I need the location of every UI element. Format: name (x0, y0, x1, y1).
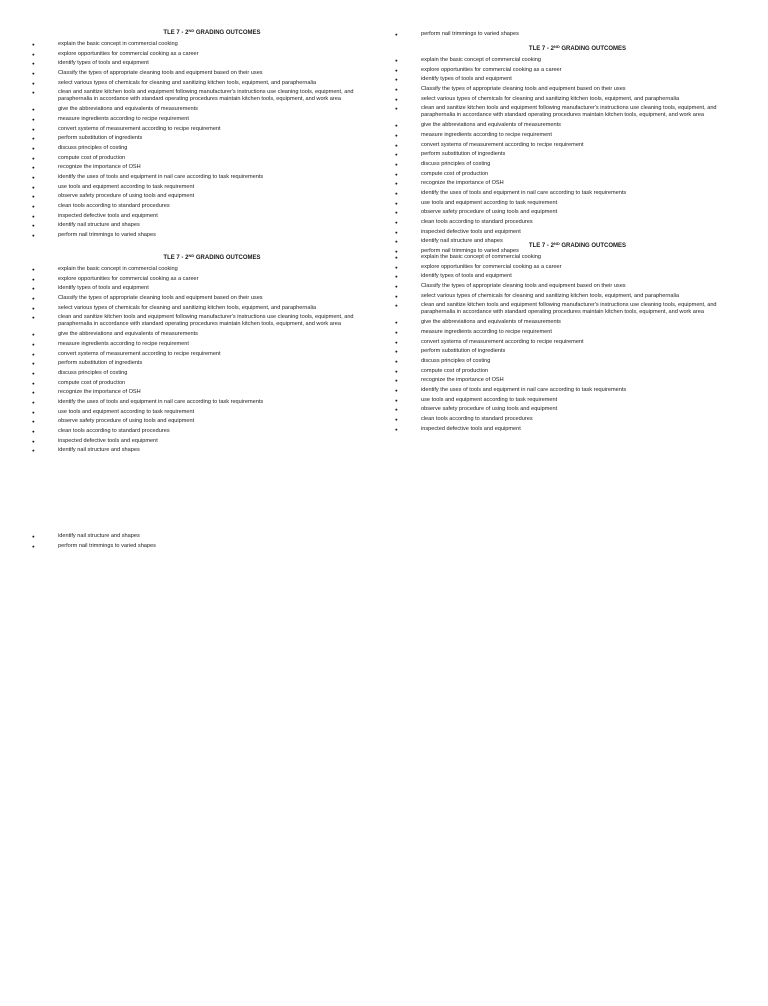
outcome-item: ● identify the uses of tools and equipment in nail care according to task requirements (395, 190, 740, 197)
outcome-item: ● use tools and equipment according to task requirement (32, 409, 372, 416)
outcome-item: ● perform substitution of ingredients (395, 151, 740, 158)
outcome-item: ● select various types of chemicals for cleaning and sanitizing kitchen tools, equipment, and paraphernalia (32, 305, 372, 312)
outcome-item: ● identify types of tools and equipment (32, 60, 372, 67)
outcome-item: ● give the abbreviations and equivalents of measurements (32, 331, 372, 338)
outcomes-section (32, 533, 372, 552)
outcome-item: ● identify nail structure and shapes (395, 238, 740, 245)
outcomes-section (395, 45, 740, 258)
title-superscript: ND (553, 44, 560, 49)
outcome-item: ● convert systems of measurement according to recipe requirement (395, 142, 740, 149)
outcome-item: ● recognize the importance of OSH (395, 377, 740, 384)
outcome-item: ● inspected defective tools and equipment (32, 438, 372, 445)
outcome-item: ● Classify the types of appropriate cleaning tools and equipment based on their uses (32, 295, 372, 302)
outcome-item: ● inspected defective tools and equipment (395, 229, 740, 236)
outcome-item: ● recognize the importance of OSH (32, 164, 372, 171)
outcome-item: ● identify the uses of tools and equipment in nail care according to task requirements (32, 399, 372, 406)
outcome-item: ● perform nail trimmings to varied shapes (395, 248, 740, 255)
outcome-item: ● clean and sanitize kitchen tools and equipment following manufacturer's instructions use cleaning tools, equipment, and paraphernalia in accordance with standard operating procedures maintain kitchen tools, equipment, and work area (395, 302, 740, 316)
outcome-item: ● Classify the types of appropriate cleaning tools and equipment based on their uses (395, 86, 740, 93)
outcome-item: ● perform nail trimmings to varied shapes (395, 31, 740, 38)
outcome-item: ● identify nail structure and shapes (32, 533, 372, 540)
outcome-item: ● explore opportunities for commercial cooking as a career (32, 276, 372, 283)
outcomes-section (32, 254, 372, 457)
outcome-item: ● use tools and equipment according to task requirement (32, 184, 372, 191)
outcome-item: ● recognize the importance of OSH (32, 389, 372, 396)
outcome-item: ● explain the basic concept of commercial cooking (395, 254, 740, 261)
outcome-item: ● perform substitution of ingredients (395, 348, 740, 355)
outcome-item: ● compute cost of production (32, 380, 372, 387)
outcome-item: ● give the abbreviations and equivalents of measurements (32, 106, 372, 113)
outcome-item: ● explore opportunities for commercial cooking as a career (32, 51, 372, 58)
outcomes-list (32, 266, 372, 454)
outcome-item: ● identify types of tools and equipment (395, 273, 740, 280)
outcome-item: ● use tools and equipment according to task requirement (395, 200, 740, 207)
outcome-item: ● inspected defective tools and equipment (32, 213, 372, 220)
outcome-item: ● perform nail trimmings to varied shapes (32, 232, 372, 239)
outcome-item: ● compute cost of production (395, 171, 740, 178)
outcome-item: ● convert systems of measurement according to recipe requirement (395, 339, 740, 346)
outcome-item: ● convert systems of measurement according to recipe requirement (32, 126, 372, 133)
outcomes-list (395, 57, 740, 255)
outcome-item: ● clean and sanitize kitchen tools and equipment following manufacturer's instructions use cleaning tools, equipment, and paraphernalia in accordance with standard operating procedures maintain kitchen tools, equipment, and work area (395, 105, 740, 119)
title-text: GRADING OUTCOMES (194, 30, 261, 36)
outcome-item: ● Classify the types of appropriate cleaning tools and equipment based on their uses (395, 283, 740, 290)
outcome-item: ● measure ingredients according to recipe requirement (32, 341, 372, 348)
outcome-item: ● explain the basic concept of commercial cooking (395, 57, 740, 64)
outcome-item: ● observe safety procedure of using tools and equipment (32, 418, 372, 425)
title-text: TLE 7 - 2 (163, 30, 189, 36)
section-title (395, 45, 740, 53)
outcome-item: ● Classify the types of appropriate cleaning tools and equipment based on their uses (32, 70, 372, 77)
outcome-item: ● identify the uses of tools and equipment in nail care according to task requirements (395, 387, 740, 394)
outcome-item: ● explore opportunities for commercial cooking as a career (395, 264, 740, 271)
outcomes-list (395, 31, 740, 38)
title-text: GRADING OUTCOMES (559, 243, 627, 249)
outcome-item: ● perform substitution of ingredients (32, 135, 372, 142)
outcome-item: ● clean and sanitize kitchen tools and equipment following manufacturer's instructions use cleaning tools, equipment, and paraphernalia in accordance with standard operating procedures maintain kitchen tools, equipment, and work area (32, 314, 372, 328)
outcome-item: ● select various types of chemicals for cleaning and sanitizing kitchen tools, equipment, and paraphernalia (395, 96, 740, 103)
outcome-item: ● use tools and equipment according to task requirement (395, 397, 740, 404)
section-title (32, 254, 372, 262)
outcome-item: ● clean tools according to standard procedures (395, 219, 740, 226)
outcome-item: ● perform substitution of ingredients (32, 360, 372, 367)
outcome-item: ● perform nail trimmings to varied shapes (32, 543, 372, 550)
outcome-item: ● clean and sanitize kitchen tools and equipment following manufacturer's instructions use cleaning tools, equipment, and paraphernalia in accordance with standard operating procedures maintain kitchen tools, equipment, and work area (32, 89, 372, 103)
title-superscript: ND (188, 28, 195, 33)
outcome-item: ● clean tools according to standard procedures (32, 428, 372, 435)
outcome-item: ● explain the basic concept in commercial cooking (32, 266, 372, 273)
outcome-item: ● measure ingredients according to recipe requirement (32, 116, 372, 123)
outcome-item: ● discuss principles of costing (395, 358, 740, 365)
outcome-item: ● discuss principles of costing (32, 145, 372, 152)
outcomes-section (395, 242, 740, 435)
title-text: TLE 7 - 2 (528, 243, 554, 249)
outcome-item: ● compute cost of production (395, 368, 740, 375)
outcome-item: ● observe safety procedure of using tools and equipment (395, 406, 740, 413)
outcome-item: ● measure ingredients according to recipe requirement (395, 132, 740, 139)
title-text: TLE 7 - 2 (163, 255, 189, 261)
outcomes-list (32, 533, 372, 550)
outcome-item: ● explore opportunities for commercial cooking as a career (395, 67, 740, 74)
outcome-item: ● inspected defective tools and equipment (395, 426, 740, 433)
outcome-item: ● recognize the importance of OSH (395, 180, 740, 187)
section-title (395, 242, 740, 250)
title-text: GRADING OUTCOMES (559, 46, 627, 52)
section-title (32, 29, 372, 37)
outcome-item: ● identify types of tools and equipment (32, 285, 372, 292)
outcome-item: ● observe safety procedure of using tools and equipment (395, 209, 740, 216)
outcomes-list (395, 254, 740, 433)
outcome-item: ● measure ingredients according to recipe requirement (395, 329, 740, 336)
outcome-item: ● give the abbreviations and equivalents of measurements (395, 122, 740, 129)
outcome-item: ● convert systems of measurement according to recipe requirement (32, 351, 372, 358)
title-text: TLE 7 - 2 (528, 46, 554, 52)
outcome-item: ● identify nail structure and shapes (32, 447, 372, 454)
outcome-item: ● discuss principles of costing (32, 370, 372, 377)
title-superscript: ND (553, 241, 560, 246)
outcome-item: ● identify nail structure and shapes (32, 222, 372, 229)
outcome-item: ● discuss principles of costing (395, 161, 740, 168)
outcome-item: ● clean tools according to standard procedures (395, 416, 740, 423)
outcome-item: ● explain the basic concept in commercial cooking (32, 41, 372, 48)
outcome-item: ● select various types of chemicals for cleaning and sanitizing kitchen tools, equipment, and paraphernalia (395, 293, 740, 300)
outcome-item: ● give the abbreviations and equivalents of measurements (395, 319, 740, 326)
outcome-item: ● identify types of tools and equipment (395, 76, 740, 83)
title-text: GRADING OUTCOMES (194, 255, 261, 261)
outcomes-section (395, 31, 740, 41)
outcome-item: ● select various types of chemicals for cleaning and sanitizing kitchen tools, equipment, and paraphernalia (32, 80, 372, 87)
outcomes-list (32, 41, 372, 239)
outcome-item: ● identify the uses of tools and equipment in nail care according to task requirements (32, 174, 372, 181)
outcome-item: ● observe safety procedure of using tools and equipment (32, 193, 372, 200)
title-superscript: ND (188, 253, 195, 258)
outcomes-section (32, 29, 372, 242)
outcome-item: ● compute cost of production (32, 155, 372, 162)
outcome-item: ● clean tools according to standard procedures (32, 203, 372, 210)
